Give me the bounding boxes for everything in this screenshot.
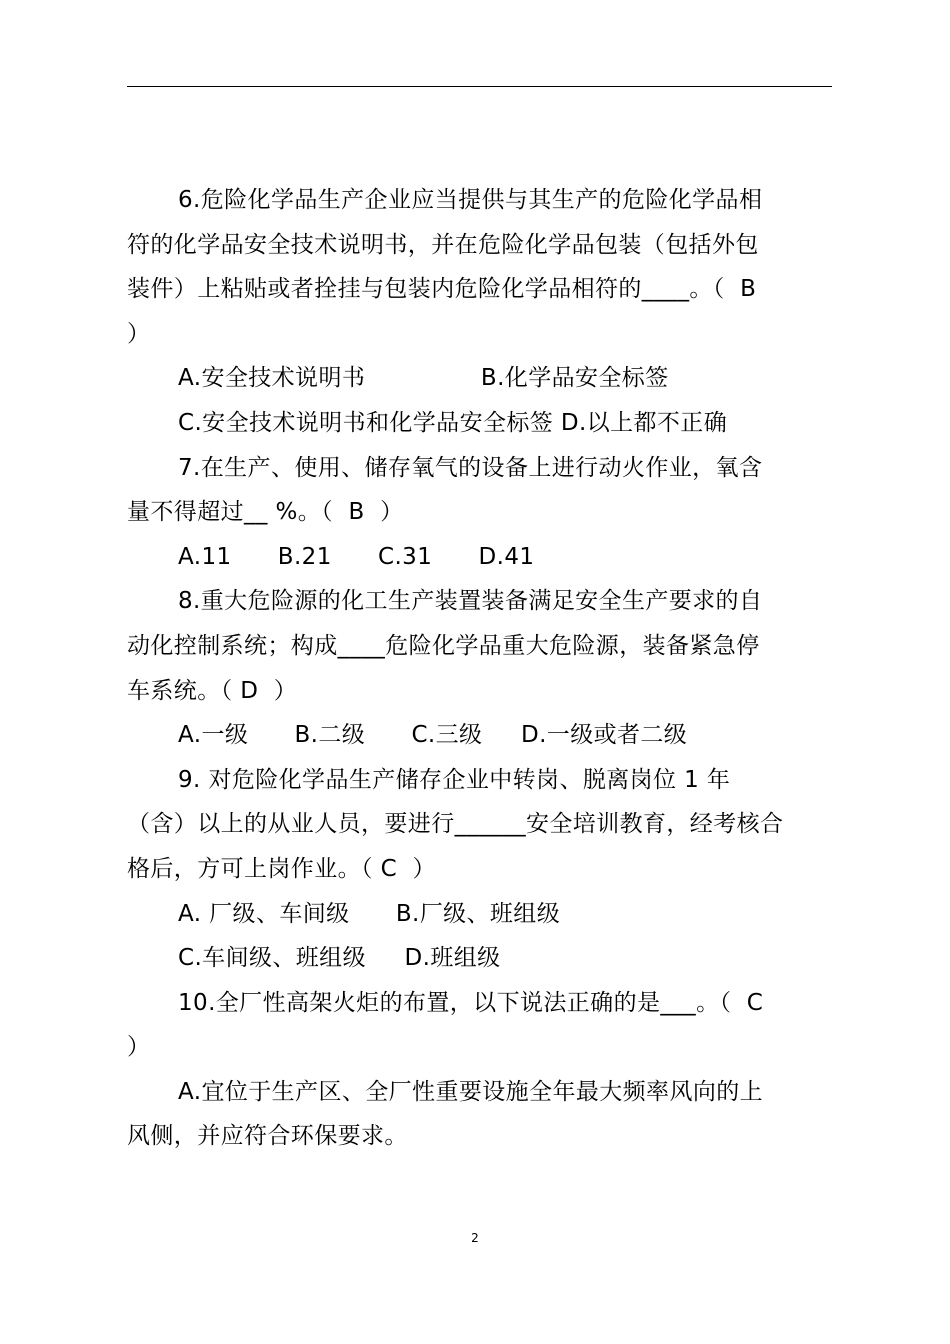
question-7-line-1: 7.在生产、使用、储存氧气的设备上进行动火作业，氧含	[178, 454, 763, 481]
question-10-line-1: 10.全厂性高架火炬的布置，以下说法正确的是___。（ C	[178, 989, 764, 1016]
header-rule	[127, 86, 832, 87]
question-10-option-a-line-2: 风侧，并应符合环保要求。	[127, 1123, 408, 1150]
question-6-line-2: 符的化学品安全技术说明书，并在危险化学品包装（包括外包	[127, 231, 759, 258]
document-body	[127, 178, 832, 1159]
question-8-line-1: 8.重大危险源的化工生产装置装备满足安全生产要求的自	[178, 588, 763, 615]
question-7-options: A.11 B.21 C.31 D.41	[178, 543, 535, 570]
question-8-line-2: 动化控制系统；构成____危险化学品重大危险源，装备紧急停	[127, 632, 760, 659]
question-6-line-3: 装件）上粘贴或者拴挂与包装内危险化学品相符的____。（ B	[127, 276, 757, 303]
question-9-options-ab: A. 厂级、车间级 B.厂级、班组级	[178, 900, 561, 927]
question-10-line-2: ）	[127, 1034, 151, 1061]
question-9-options-cd: C.车间级、班组级 D.班组级	[178, 945, 501, 972]
question-6-line-4: ）	[127, 320, 151, 347]
question-6-options-cd: C.安全技术说明书和化学品安全标签 D.以上都不正确	[178, 409, 728, 436]
question-10-option-a-line-1: A.宜位于生产区、全厂性重要设施全年最大频率风向的上	[178, 1078, 764, 1105]
question-6-line-1: 6.危险化学品生产企业应当提供与其生产的危险化学品相	[178, 187, 763, 213]
question-9-line-2: （含）以上的从业人员，要进行______安全培训教育，经考核合	[127, 811, 784, 838]
question-7-line-2: 量不得超过__ %。（ B ）	[127, 499, 404, 526]
question-9-line-1: 9. 对危险化学品生产储存企业中转岗、脱离岗位 1 年	[178, 766, 731, 793]
question-8-options: A.一级 B.二级 C.三级 D.一级或者二级	[178, 722, 688, 749]
question-8-line-3: 车系统。（ D ）	[127, 677, 298, 704]
page-number: 2	[471, 1231, 479, 1245]
question-6-options-ab: A.安全技术说明书 B.化学品安全标签	[178, 365, 669, 392]
question-9-line-3: 格后，方可上岗作业。（ C ）	[127, 855, 436, 882]
